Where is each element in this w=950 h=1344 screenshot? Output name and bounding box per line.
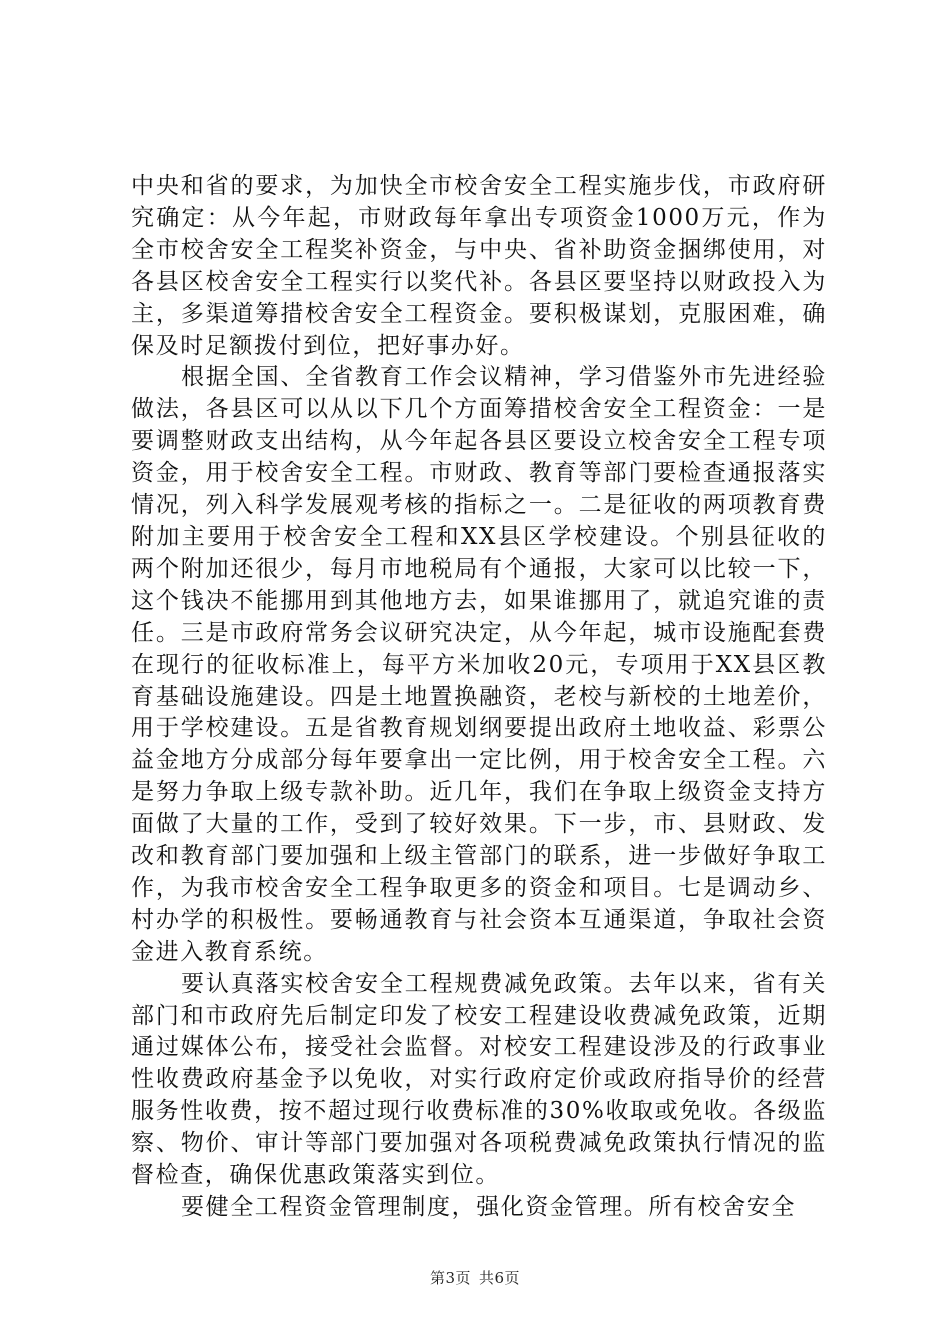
paragraph: 中央和省的要求，为加快全市校舍安全工程实施步伐，市政府研究确定：从今年起，市财政每年拿出专项资金1000万元，作为全市校舍安全工程奖补资金，与中央、省补助资金捆绑使用，对各县区校舍安全工程实行以奖代补。各县区要坚持以财政投入为主，多渠道筹措校舍安全工程资金。要积极谋划，克服困难，确保及时足额拨付到位，把好事办好。 xyxy=(131,173,827,359)
paragraph: 根据全国、全省教育工作会议精神，学习借鉴外市先进经验做法，各县区可以从以下几个方面筹措校舍安全工程资金：一是要调整财政支出结构，从今年起各县区要设立校舍安全工程专项资金，用于校舍安全工程。市财政、教育等部门要检查通报落实情况，列入科学发展观考核的指标之一。二是征收的两项教育费附加主要用于校舍安全工程和XX县区学校建设。个别县征收的两个附加还很少，每月市地税局有个通报，大家可以比较一下，这个钱决不能挪用到其他地方去，如果谁挪用了，就追究谁的责任。三是市政府常务会议研究决定，从今年起，城市设施配套费在现行的征收标准上，每平方米加收20元，专项用于XX县区教育基础设施建设。四是土地置换融资，老校与新校的土地差价，用于学校建设。五是省教育规划纲要提出政府土地收益、彩票公益金地方分成部分每年要拿出一定比例，用于校舍安全工程。六是努力争取上级专款补助。近几年，我们在争取上级资金支持方面做了大量的工作，受到了较好效果。下一步，市、县财政、发改和教育部门要加强和上级主管部门的联系，进一步做好争取工作，为我市校舍安全工程争取更多的资金和项目。七是调动乡、村办学的积极性。要畅通教育与社会资本互通渠道，争取社会资金进入教育系统。 xyxy=(131,364,827,965)
paragraph: 要健全工程资金管理制度，强化资金管理。所有校舍安全 xyxy=(181,1194,796,1220)
page-footer xyxy=(0,1267,950,1288)
document-body xyxy=(131,171,827,1224)
paragraph: 要认真落实校舍安全工程规费减免政策。去年以来，省有关部门和市政府先后制定印发了校安工程建设收费减免政策，近期通过媒体公布，接受社会监督。对校安工程建设涉及的行政事业性收费政府基金予以免收，对实行政府定价或政府指导价的经营服务性收费，按不超过现行收费标准的30%收取或免收。各级监察、物价、审计等部门要加强对各项税费减免政策执行情况的监督检查，确保优惠政策落实到位。 xyxy=(131,970,827,1189)
page-total: 共6页 xyxy=(479,1269,521,1287)
page-number: 第3页 xyxy=(429,1269,471,1287)
